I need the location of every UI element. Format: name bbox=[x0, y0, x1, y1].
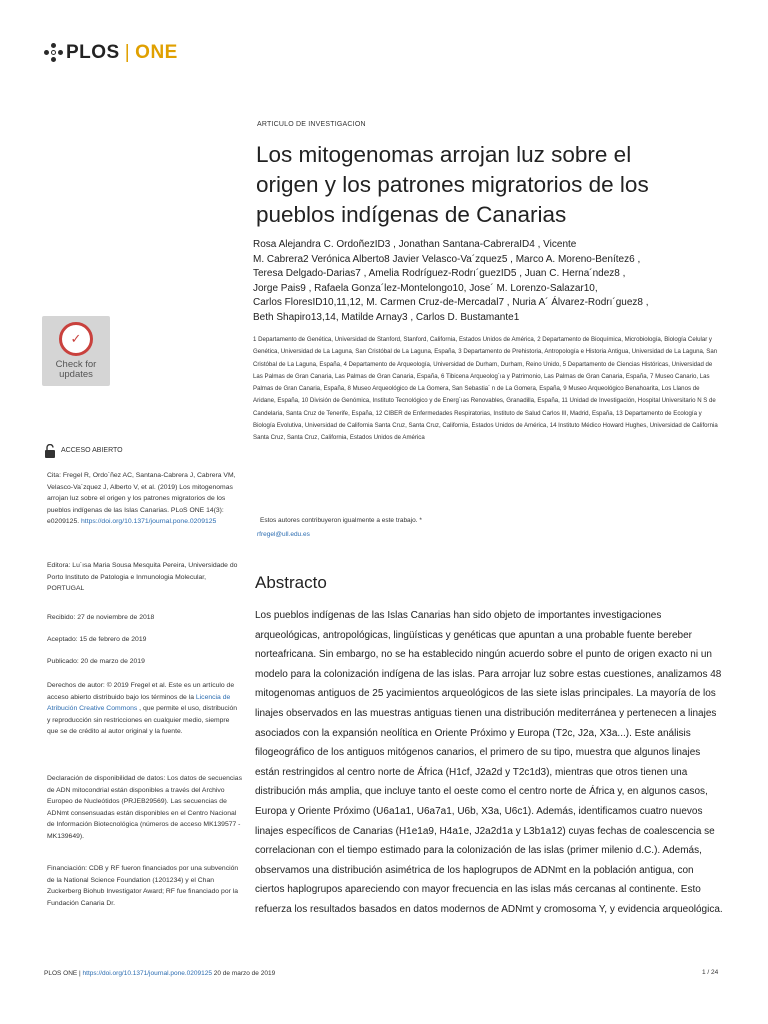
logo-separator: | bbox=[124, 42, 131, 63]
article-type: ARTICULO DE INVESTIGACION bbox=[257, 121, 366, 128]
check-for-updates-button[interactable] bbox=[42, 316, 110, 386]
footer-doi-link[interactable]: https://doi.org/10.1371/journal.pone.0209125 bbox=[82, 970, 212, 977]
author-line[interactable]: Teresa Delgado-Darias7 , Amelia Rodríguez-Rodrı´guezID5 , Juan C. Herna´ndez8 , bbox=[253, 268, 626, 279]
check-updates-icon: ✓ bbox=[59, 322, 93, 356]
plos-logo-icon bbox=[44, 43, 64, 63]
equal-contribution-note: Estos autores contribuyeron igualmente a este trabajo. * bbox=[260, 517, 422, 524]
page-number: 1 / 24 bbox=[702, 969, 719, 976]
page-footer: PLOS ONE | https://doi.org/10.1371/journal.pone.0209125 20 de marzo de 2019 bbox=[44, 970, 276, 977]
author-line[interactable]: Carlos FloresID10,11,12, M. Carmen Cruz-de-Mercadal7 , Nuria A´ Álvarez-Rodrı´guez8 , bbox=[253, 297, 649, 308]
creative-commons-link[interactable]: Licencia de Atribución Creative Commons bbox=[47, 693, 231, 713]
abstract-text: Los pueblos indígenas de las Islas Canarias han sido objeto de importantes investigaciones arqueológicas, antropológicas, lingüísticas y genéticas que apuntan a una probable fuente bereber norteafricana. Sin embargo, no se ha establecido ningún acuerdo sobre el punto de origen exacto ni un modelo para la colonización indígena de las islas. Para arrojar luz sobre estas cuestiones, analizamos 48 mitogenomas antiguos de 25 yacimientos arqueológicos de las siete islas principales. La mayoría de los linajes observados en las muestras antiguas tienen una distribución mediterránea y pertenecen a linajes asociados con la expansión neolítica en Oriente Próximo y Europa (T2c, J2a, X3a...). Este análisis filogeográfico de los antiguos mitógenos canarios, el primero de su tipo, muestra que algunos linajes están restringidos al centro norte de África (H1cf, J2a2d y T2c1d3), mientras que otros tienen una distribución más amplia, que incluye tanto el oeste como el centro norte de África y, en algunos casos, Europa y Oriente Próximo (U6a1a1, U6a7a1, U6b, X3a, U6c1). Además, identificamos cuatro nuevos linajes específicos de Canarias (H1e1a9, H4a1e, J2a2d1a y L3b1a12) cuyas fechas de coalescencia se correlacionan con el tiempo estimado para la colonización de las islas (primer milenio d.C.). Además, observamos una distribución asimétrica de los haplogrupos de ADNmt en la población antigua, con ciertos haplogrupos apareciendo con mayor frecuencia en las islas más cercanas al continente. Esto refuerza los resultados basados en datos modernos de ADNmt y cromosoma Y, y evidencia arqueológica. bbox=[255, 610, 723, 915]
data-availability-block: Declaración de disponibilidad de datos: Los datos de secuencias de ADN mitocondrial están disponibles a través del Archivo Europeo de Nucleótidos (PRJEB29569). Las secuencias de ADNmt consensuadas están disponibles en el Centro Nacional de Información Biotecnológica (números de acceso MK139577 - MK139649). bbox=[47, 775, 242, 840]
article-title: Los mitogenomas arrojan luz sobre el origen y los patrones migratorios de los pueblos indígenas de Canarias bbox=[256, 142, 649, 227]
copyright-block bbox=[47, 680, 242, 738]
citation-doi-link[interactable]: https://doi.org/10.1371/journal.pone.0209125 bbox=[81, 518, 217, 526]
author-line[interactable]: Beth Shapiro13,14, Matilde Arnay3 , Carlos D. Bustamante1 bbox=[253, 311, 520, 323]
open-lock-icon bbox=[44, 444, 56, 458]
check-updates-label: Check for updates bbox=[55, 359, 97, 380]
editor-block: Editora: Lu´ısa Maria Sousa Mesquita Pereira, Universidade do Porto Instituto de Patologia e Inmunologia Molecular, PORTUGAL bbox=[47, 562, 238, 593]
author-line[interactable]: Jorge Pais9 , Rafaela Gonza´lez-Montelongo10, Jose´ M. Lorenzo-Salazar10, bbox=[253, 282, 598, 294]
author-list bbox=[253, 238, 713, 325]
abstract-heading: Abstracto bbox=[255, 573, 327, 592]
logo-one-text: ONE bbox=[135, 42, 178, 63]
affiliations: 1 Departamento de Genética, Universidad de Stanford, Stanford, California, Estados Unidos de América, 2 Departamento de Bioquímica, Microbiología, Biología Celular y Genética, Universidad de La Laguna, San Cristóbal de La Laguna, España, 3 Departamento de Prehistoria, Antropología e Historia Antigua, Universidad de La Laguna, San Cristóbal de La Laguna, España, 4 Departamento de Arqueología, Universidad de Durham, Durham, Reino Unido, 5 Departamento de Ciencias Históricas, Universidad de Las Palmas de Gran Canaria, Las Palmas de Gran Canaria, España, 6 Tibicena Arqueolog´ıa y Patrimonio, Las Palmas de Gran Canaria, España, 7 Museo Canario, Las Palmas de Gran Canaria, España, 8 Museo Arqueológico de La Gomera, San Sebastia´ n de La Gomera, España, 9 Museo Arqueológico Benahoarita, Los Llanos de Aridane, España, 10 División de Genómica, Instituto Tecnológico y de Energ´ıas Renovables, Granadilla, España, 11 Unidad de Investigación, Hospital Universitario N S de Candelaria, Santa Cruz de Tenerife, España, 12 CIBER de Enfermedades Respiratorias, Instituto de Salud Carlos III, Madrid, España, 13 Departamento de Ecología y Biología Evolutiva, Universidad de California Santa Cruz, Santa Cruz, California, Estados Unidos de América, 14 Instituto Médico Howard Hughes, Universidad de California Santa Cruz, Santa Cruz, California, Estados Unidos de América bbox=[253, 336, 718, 442]
received-date: Recibido: 27 de noviembre de 2018 bbox=[47, 614, 155, 621]
funding-block: Financiación: CDB y RF fueron financiados por una subvención de la National Science Foundation (1201234) y el Chan Zuckerberg Biohub Investigator Award; RF fue financiado por la Fundación Canaria Dr. bbox=[47, 865, 239, 907]
author-line[interactable]: M. Cabrera2 Verónica Alberto8 Javier Velasco-Va´zquez5 , Marco A. Moreno-Benítez6 , bbox=[253, 253, 641, 265]
corresponding-email[interactable]: rfregel@ull.edu.es bbox=[257, 531, 310, 538]
citation-text: Cita: Fregel R, Ordo´ñez AC, Santana-Cabrera J, Cabrera VM, Velasco-Va´zquez J, Alberto V, et al. (2019) Los mitogenomas arrojan luz sobre el origen y los patrones migratorios de los pueblos indígenas de las Islas Canarias. PLoS ONE 14(3): e0209125. bbox=[47, 472, 236, 526]
copyright-text-end: , que permite el uso, distribución y reproducción sin restricciones en cualquier medio, siempre que se de crédito al autor original y la fuente. bbox=[47, 705, 238, 736]
plos-one-logo bbox=[44, 42, 178, 64]
footer-date: 20 de marzo de 2019 bbox=[213, 970, 276, 977]
published-date: Publicado: 20 de marzo de 2019 bbox=[47, 658, 145, 665]
accepted-date: Aceptado: 15 de febrero de 2019 bbox=[47, 636, 147, 643]
logo-plos-text: PLOS bbox=[66, 42, 120, 63]
author-line[interactable]: Rosa Alejandra C. OrdoñezID3 , Jonathan Santana-CabreraID4 , Vicente bbox=[253, 239, 577, 250]
citation-block bbox=[47, 470, 242, 528]
copyright-text: Derechos de autor: © 2019 Fregel et al. Este es un artículo de acceso abierto distribuido bajo los términos de la bbox=[47, 682, 235, 701]
open-access-label: ACCESO ABIERTO bbox=[61, 447, 123, 454]
footer-journal: PLOS ONE bbox=[44, 970, 78, 977]
